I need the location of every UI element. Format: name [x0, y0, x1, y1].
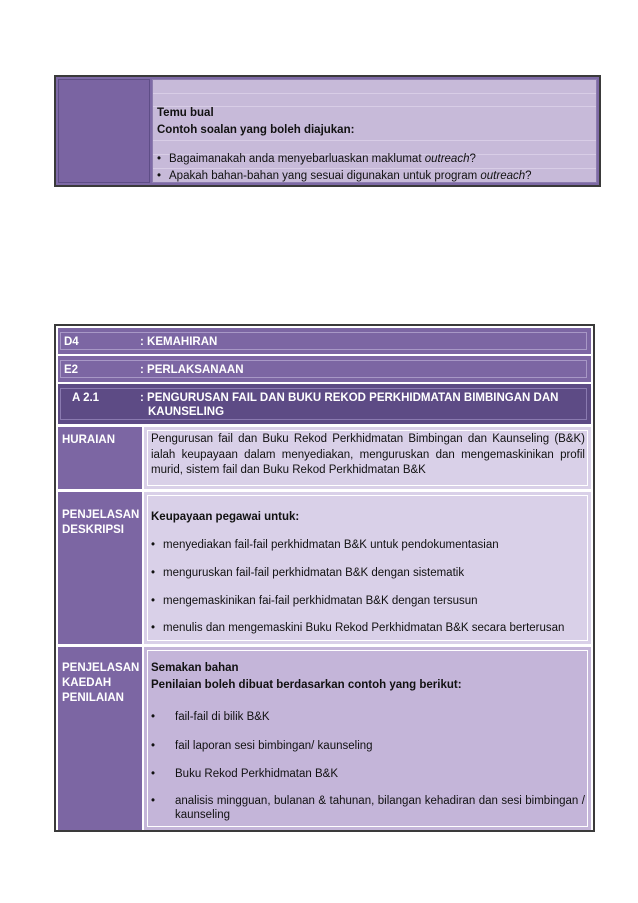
title-kemahiran: : KEMAHIRAN: [140, 336, 218, 348]
bullet-icon: •: [157, 153, 162, 165]
bullet-icon: •: [151, 567, 156, 579]
top-table: [54, 75, 601, 187]
deskripsi-item: • menguruskan fail-fail perkhidmatan B&K dengan sistematik: [151, 566, 585, 582]
deskripsi-heading: Keupayaan pegawai untuk:: [151, 511, 300, 523]
deskripsi-item: • menulis dan mengemaskini Buku Rekod Perkhidmatan B&K secara berterusan: [151, 621, 585, 637]
competency-table: [54, 324, 595, 832]
header-row-a21: [58, 384, 591, 424]
code-a21: A 2.1: [72, 392, 100, 404]
bullet-icon: •: [151, 539, 156, 551]
row-penjelasan-deskripsi: [58, 492, 591, 644]
question-item: • Bagaimanakah anda menyebarluaskan maklumat outreach?: [157, 153, 476, 165]
sample-questions-heading: Contoh soalan yang boleh diajukan:: [157, 124, 355, 136]
row-huraian: [58, 427, 591, 489]
kaedah-item: • fail-fail di bilik B&K: [151, 710, 585, 726]
kaedah-item: • analisis mingguan, bulanan & tahunan, bilangan kehadiran dan sesi bimbingan / kaunseling: [151, 795, 585, 821]
kaedah-heading-penilaian: Penilaian boleh dibuat berdasarkan contoh yang berikut:: [151, 679, 462, 691]
deskripsi-content: [144, 492, 591, 644]
header-row-e2: [58, 356, 591, 382]
kaedah-heading-semakan: Semakan bahan: [151, 662, 239, 674]
deskripsi-item: • menyediakan fail-fail perkhidmatan B&K untuk pendokumentasian: [151, 538, 585, 554]
code-e2: E2: [64, 364, 79, 376]
bullet-icon: •: [151, 795, 156, 807]
label-huraian: HURAIAN: [58, 427, 142, 489]
interview-heading: Temu bual: [157, 107, 214, 119]
deskripsi-item: • mengemaskinikan fai-fail perkhidmatan B&K dengan tersusun: [151, 594, 585, 610]
code-d4: D4: [64, 336, 79, 348]
bullet-icon: •: [151, 768, 156, 780]
bullet-icon: •: [157, 170, 162, 182]
question-item: • Apakah bahan-bahan yang sesuai digunakan untuk program outreach?: [157, 170, 532, 182]
title-pengurusan-fail-line2: KAUNSELING: [148, 406, 225, 418]
kaedah-item: • Buku Rekod Perkhidmatan B&K: [151, 767, 585, 783]
bullet-icon: •: [151, 711, 156, 723]
kaedah-item: • fail laporan sesi bimbingan/ kaunseling: [151, 739, 585, 755]
top-table-label-cell: [58, 79, 150, 183]
title-perlaksanaan: : PERLAKSANAAN: [140, 364, 244, 376]
bullet-icon: •: [151, 740, 156, 752]
bullet-icon: •: [151, 595, 156, 607]
row-penjelasan-kaedah: [58, 647, 591, 830]
bullet-icon: •: [151, 622, 156, 634]
label-penjelasan-deskripsi: PENJELASAN DESKRIPSI: [58, 492, 142, 644]
kaedah-content: [144, 647, 591, 830]
header-row-d4: [58, 328, 591, 354]
title-pengurusan-fail: : PENGURUSAN FAIL DAN BUKU REKOD PERKHIDMATAN BIMBINGAN DAN: [140, 392, 559, 404]
label-penjelasan-kaedah: PENJELASAN KAEDAH PENILAIAN: [58, 647, 142, 830]
top-table-content-cell: [152, 79, 597, 183]
huraian-description: Pengurusan fail dan Buku Rekod Perkhidmatan Bimbingan dan Kaunseling (B&K) ialah keupayaan dalam menyediakan, menguruskan dan mengemaskinikan profil murid, sistem fail dan Buku Rekod Perkhidmatan B&K: [144, 427, 591, 489]
